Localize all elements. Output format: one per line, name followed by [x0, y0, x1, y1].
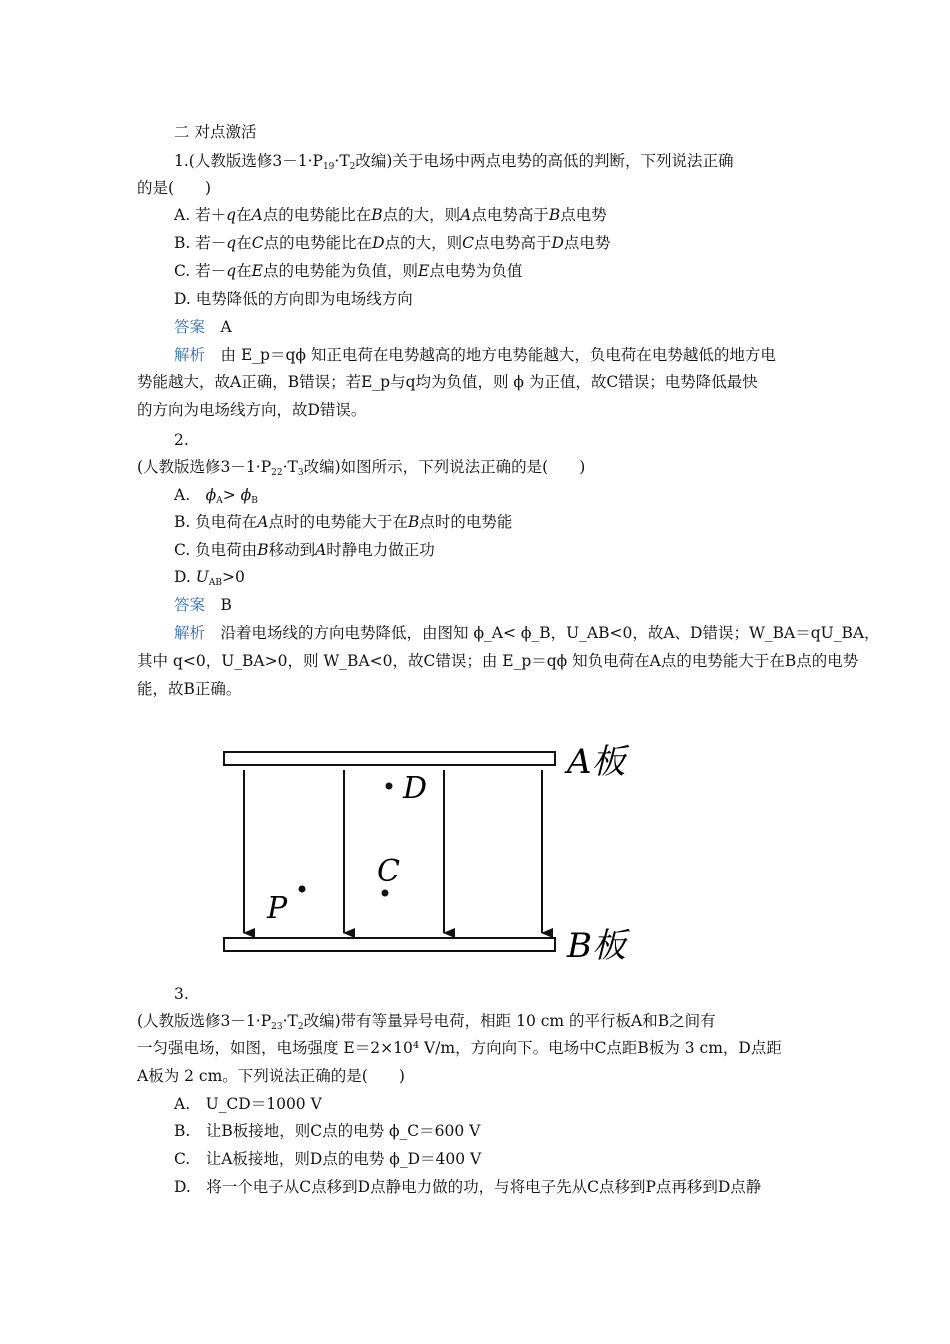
- q2-answer: [174, 595, 232, 615]
- answer-value: A: [220, 318, 232, 336]
- point-d-dot: [386, 783, 393, 790]
- point-c-label: C: [377, 854, 400, 889]
- q1-stem-line1: [174, 151, 733, 171]
- q3-option-b: B. 让B板接地，则C点的电势 ϕ_C＝600 V: [174, 1122, 481, 1140]
- q1-option-b: B. 若－q在C点的电势能比在D点的大，则C点电势高于D点电势: [174, 234, 611, 252]
- section-heading: [174, 122, 256, 142]
- q2-analysis-line2: 其中 q<0，U_BA>0，则 W_BA<0，故C错误；由 E_p＝qϕ 知负电荷在A点的电势能大于在B点的电势: [137, 652, 859, 670]
- point-p-dot: [299, 886, 306, 893]
- plate-b: [224, 938, 555, 951]
- q1-stem-text: 关于电场中两点电势的高低的判断，下列说法正确: [392, 152, 734, 170]
- q1-analysis-line1: 解析 由 E_p＝qϕ 知正电荷在电势越高的地方电势能越大，负电荷在电势越低的地方电: [174, 346, 776, 364]
- q2-option-a: A. $\phi_A> \phi_B$: [174, 486, 258, 506]
- answer-label: 答案: [174, 318, 206, 336]
- q1-source: (人教版选修$3-1\cdot P_{19}\cdot T_2$改编): [188, 152, 393, 172]
- point-p-label: P: [267, 891, 288, 926]
- answer-label: 答案: [174, 596, 206, 614]
- q1-analysis-line3: 的方向为电场线方向，故D错误。: [137, 401, 367, 419]
- q1-option-d: D. 电势降低的方向即为电场线方向: [174, 290, 413, 308]
- plate-b-label: B板: [567, 926, 626, 966]
- q2-stem: (人教版选修$3-1\cdot P_{22}\cdot T_3$改编)如图所示，下列说法正确的是( ): [137, 458, 586, 478]
- q1-option-a: A. 若＋q在A点的电势能比在B点的大，则A点电势高于B点电势: [174, 206, 607, 224]
- point-d-label: D: [403, 771, 428, 806]
- point-c-dot: [382, 890, 389, 897]
- analysis-label: 解析: [174, 346, 206, 364]
- q1-answer: [174, 317, 232, 337]
- q3-number: 3.: [174, 985, 189, 1003]
- q3-option-d: D. 将一个电子从C点移到D点静电力做的功，与将电子先从C点移到P点再移到D点静: [174, 1178, 762, 1196]
- section-number: 二: [174, 123, 190, 141]
- q2-analysis-line3: 能，故B正确。: [137, 680, 242, 698]
- section-title: 对点激活: [194, 123, 257, 141]
- q1-number: 1.: [174, 152, 189, 170]
- q3-stem-line2: 一匀强电场，如图，电场强度 E＝2×10⁴ V/m，方向向下。电场中C点距B板为 3 cm，D点距: [137, 1039, 782, 1057]
- q3-stem-line1: (人教版选修$3-1\cdot P_{23}\cdot T_2$改编)带有等量异号电荷，相距 10 cm 的平行板A和B之间有: [137, 1012, 716, 1032]
- q3-option-c: C. 让A板接地，则D点的电势 ϕ_D＝400 V: [174, 1150, 482, 1168]
- q2-option-c: C. 负电荷由B移动到A时静电力做正功: [174, 541, 435, 559]
- answer-value: B: [220, 596, 232, 614]
- q2-number: 2.: [174, 431, 189, 449]
- q2-option-d: D. $U_{AB}>0$: [174, 568, 245, 588]
- parallel-plates-figure: [215, 728, 645, 968]
- q1-analysis-line2: 势能越大，故A正确，B错误；若E_p与q均为负值，则 ϕ 为正值，故C错误；电势降低最快: [137, 373, 758, 391]
- plate-a-label: A板: [567, 742, 626, 782]
- q2-option-b: B. 负电荷在A点时的电势能大于在B点时的电势能: [174, 513, 513, 531]
- plate-a: [224, 752, 555, 765]
- q1-stem-line2: 的是( ): [137, 179, 212, 197]
- q1-option-c: C. 若－q在E点的电势能为负值，则E点电势为负值: [174, 262, 523, 280]
- analysis-label: 解析: [174, 624, 206, 642]
- q2-analysis-line1: 解析 沿着电场线的方向电势降低，由图知 ϕ_A< ϕ_B，U_AB<0，故A、D错误；W_BA＝qU_BA，: [174, 624, 880, 642]
- q3-option-a: A. U_CD＝1000 V: [174, 1095, 322, 1113]
- q3-stem-line3: A板为 2 cm。下列说法正确的是( ): [137, 1067, 405, 1085]
